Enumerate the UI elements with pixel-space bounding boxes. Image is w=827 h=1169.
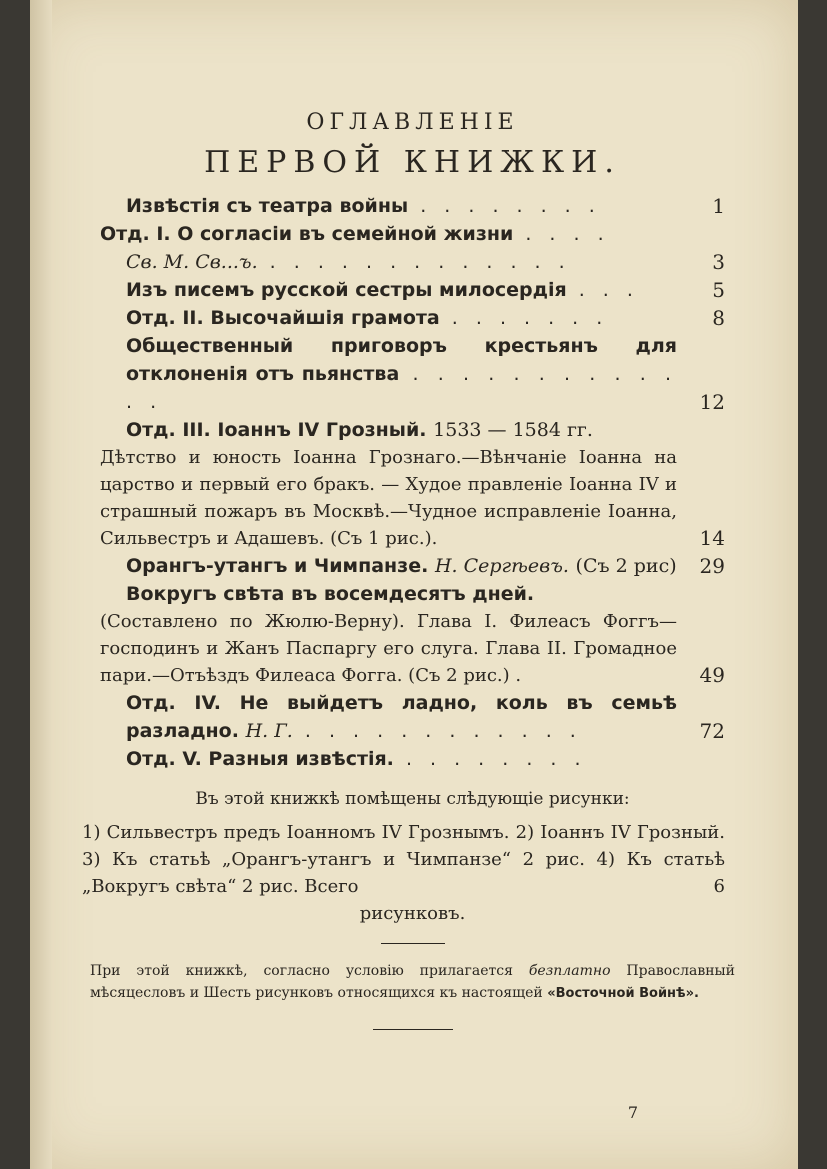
- toc-page: 12: [699, 390, 725, 414]
- pictures-list: 1) Сильвестръ предъ Іоанномъ IV Грознымъ. 2) Іоаннъ IV Грозный. 3) Къ статьѣ „Орангъ-утангъ и Чимпанзе“ 2 рис. 4) Къ статьѣ „Вокругъ свѣта“ 2 рис. Всего 6: [82, 822, 725, 897]
- toc-entry-around-world-desc: (Составлено по Жюлю-Верну). Глава I. Филеасъ Фоггъ—господинъ и Жанъ Паспаргу его слуга. Глава II. Громадное пари.—Отъѣздъ Филеаса Фогга. (Съ 2 рис.) . 49: [100, 611, 725, 687]
- toc-entry-section-2: Отд. II. Высочайшія грамота . . . . . . . 8: [126, 306, 725, 330]
- toc-entry-section-3: Отд. III. Іоаннъ IV Грозный. 1533 — 1584 гг.: [126, 419, 593, 441]
- toc-entry-nurse-letters: Изъ писемъ русской сестры милосердія . . . 5: [126, 278, 725, 302]
- toc-page: 49: [699, 663, 725, 687]
- toc-entry-section-4: Отд. IV. Не выйдетъ ладно, коль въ семьѣ разладно. Н. Г. . . . . . . . . . . . . 72: [126, 692, 725, 743]
- toc-entry-orangutan: Орангъ-утангъ и Чимпанзе. Н. Сергѣевъ. (Съ 2 рис) 29: [126, 554, 725, 578]
- toc-entry-section-1: Отд. I. О согласіи въ семейной жизни . . . .: [100, 223, 610, 245]
- toc-page: 72: [699, 719, 725, 743]
- page-binding-edge: [30, 0, 52, 1169]
- toc-page: 1: [712, 194, 725, 218]
- table-of-contents: [82, 110, 736, 1030]
- separator-rule-bottom: [373, 1029, 453, 1030]
- toc-page: 8: [712, 306, 725, 330]
- toc-entry-section-5: Отд. V. Разныя извѣстія. . . . . . . . .: [126, 748, 587, 770]
- toc-page: 14: [699, 526, 725, 550]
- toc-entry-around-world: Вокругъ свѣта въ восемдесятъ дней.: [126, 583, 535, 605]
- heading-line-1: ОГЛАВЛЕНІЕ: [306, 110, 519, 135]
- heading-line-2: ПЕРВОЙ КНИЖКИ.: [204, 145, 621, 180]
- supplement-note: При этой книжкѣ, согласно условію прилагается безплатно Православный мѣсяцесловъ и Шесть рисунковъ относящихся къ настоящей «Восточной Войнѣ».: [90, 963, 736, 1001]
- book-page: [30, 0, 798, 1169]
- pictures-title: Въ этой книжкѣ помѣщены слѣдующіе рисунки:: [195, 789, 630, 809]
- toc-entry-war-news: Извѣстія съ театра войны . . . . . . . . 1: [126, 194, 725, 218]
- toc-entry-public-verdict: Общественный приговоръ крестьянъ для отклоненія отъ пьянства . . . . . . . . . . . . . 12: [126, 335, 725, 414]
- page-number: 7: [627, 1103, 638, 1122]
- pictures-end: рисунковъ.: [359, 903, 466, 924]
- toc-page: 3: [712, 250, 725, 274]
- toc-entry-author: Св. М. Св...ъ. . . . . . . . . . . . . . 3: [126, 250, 725, 274]
- toc-page: 29: [699, 554, 725, 578]
- separator-rule: [381, 943, 445, 944]
- toc-entry-section-3-desc: Дѣтство и юность Іоанна Грознаго.—Вѣнчаніе Іоанна на царство и первый его бракъ. — Худое правленіе Іоанна IV и страшный пожаръ въ Москвѣ.—Чудное исправленіе Іоанна, Сильвестръ и Адашевъ. (Съ 1 рис.). 14: [100, 447, 725, 550]
- toc-page: 5: [712, 278, 725, 302]
